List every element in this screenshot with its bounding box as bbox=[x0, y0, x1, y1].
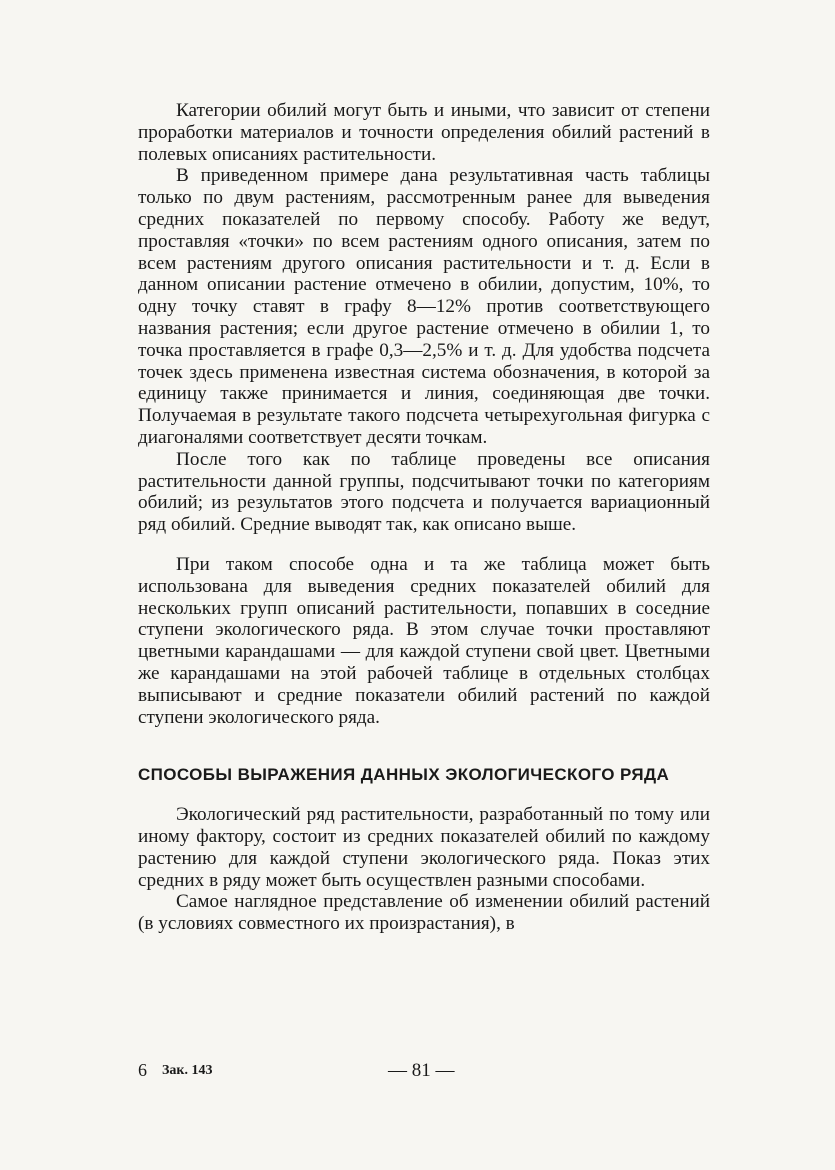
paragraph-colored-pencils: При таком способе одна и та же таблица может быть использована для выведения средних показателей обилий для нескольких групп описаний растительности, попавших в соседние ступени экологического ряда. В этом случае точки проставляют цветными карандашами — для каждой ступени свой цвет. Цветными же карандашами на этой рабочей таблице в отдельных столбцах выписывают и средние показатели обилий растений по каждой ступени экологического ряда. bbox=[138, 553, 710, 728]
printing-order: Зак. 143 bbox=[162, 1063, 213, 1078]
paragraph-categories: Категории обилий могут быть и иными, что зависит от степени проработки материалов и точности определения обилий растений в полевых описаниях растительности. bbox=[138, 100, 710, 165]
section-title: СПОСОБЫ ВЫРАЖЕНИЯ ДАННЫХ ЭКОЛОГИЧЕСКОГО РЯДА bbox=[138, 765, 670, 785]
paragraph-visual-representation: Самое наглядное представление об изменении обилий растений (в условиях совместного их произрастания), в bbox=[138, 891, 710, 935]
paragraph-example: В приведенном примере дана результативная часть таблицы только по двум растениям, рассмотренным ранее для выведения средних показателей по первому способу. Работу же ведут, проставляя «точки» по всем растениям одного описания, затем по всем растениям другого описания растительности и т. д. Если в данном описании растение отмечено в обилии, допустим, 10%, то одну точку ставят в графу 8—12% против соответствующего названия растения; если другое растение отмечено в обилии 1, то точка проставляется в графе 0,3—2,5% и т. д. Для удобства подсчета точек здесь применена известная система обозначения, в которой за единицу также принимается и линия, соединяющая две точки. Получаемая в результате такого подсчета четырехугольная фигурка с диагоналями соответствует десяти точкам. bbox=[138, 165, 710, 448]
paragraph-ecological-series: Экологический ряд растительности, разработанный по тому или иному фактору, состоит из средних показателей обилий по каждому растению для каждой ступени экологического ряда. Показ этих средних в ряду может быть осуществлен разными способами. bbox=[138, 804, 710, 891]
page-footer bbox=[138, 1060, 710, 1084]
page-body bbox=[138, 100, 710, 935]
signature-number: 6 bbox=[138, 1060, 147, 1080]
page-number: — 81 — bbox=[388, 1060, 455, 1081]
paragraph-variation-series: После того как по таблице проведены все описания растительности данной группы, подсчитывают точки по категориям обилий; из результатов этого подсчета и получается вариационный ряд обилий. Средние выводят так, как описано выше. bbox=[138, 448, 710, 536]
